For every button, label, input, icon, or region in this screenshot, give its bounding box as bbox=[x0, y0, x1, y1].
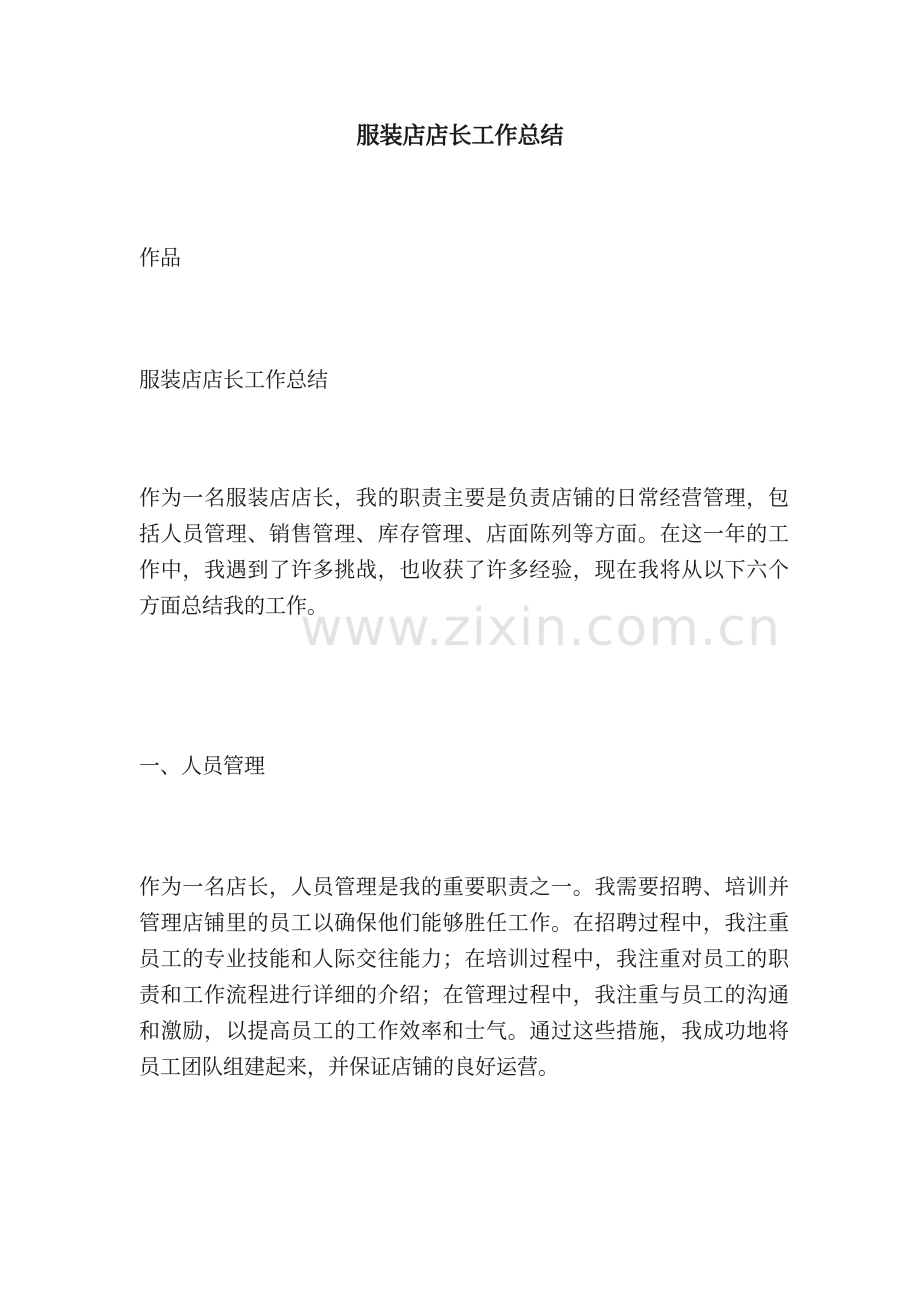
paragraph-line: 员工的专业技能和人际交往能力；在培训过程中，我注重对员工的职 bbox=[139, 947, 789, 971]
paragraph-line: 作为一名服装店店长，我的职责主要是负责店铺的日常经营管理，包 bbox=[139, 486, 789, 510]
paragraph-line: 括人员管理、销售管理、库存管理、店面陈列等方面。在这一年的工 bbox=[139, 522, 789, 546]
paragraph-line: 员工团队组建起来，并保证店铺的良好运营。 bbox=[139, 1055, 559, 1079]
section-heading: 一、人员管理 bbox=[139, 754, 265, 778]
paragraph-line: 作中，我遇到了许多挑战，也收获了许多经验，现在我将从以下六个 bbox=[139, 558, 789, 582]
paragraph-line: 责和工作流程进行详细的介绍；在管理过程中，我注重与员工的沟通 bbox=[139, 983, 789, 1007]
paragraph-line: 方面总结我的工作。 bbox=[139, 594, 328, 618]
document-label: 作品 bbox=[139, 246, 181, 270]
intro-paragraph bbox=[139, 480, 789, 624]
document-title: 服装店店长工作总结 bbox=[356, 122, 564, 149]
section-paragraph bbox=[139, 869, 789, 1085]
watermark: www.zixin.com.cn bbox=[300, 598, 781, 658]
paragraph-line: 管理店铺里的员工以确保他们能够胜任工作。在招聘过程中，我注重 bbox=[139, 911, 789, 935]
paragraph-line: 作为一名店长，人员管理是我的重要职责之一。我需要招聘、培训并 bbox=[139, 875, 789, 899]
document-subtitle: 服装店店长工作总结 bbox=[139, 368, 328, 392]
paragraph-line: 和激励，以提高员工的工作效率和士气。通过这些措施，我成功地将 bbox=[139, 1019, 789, 1043]
